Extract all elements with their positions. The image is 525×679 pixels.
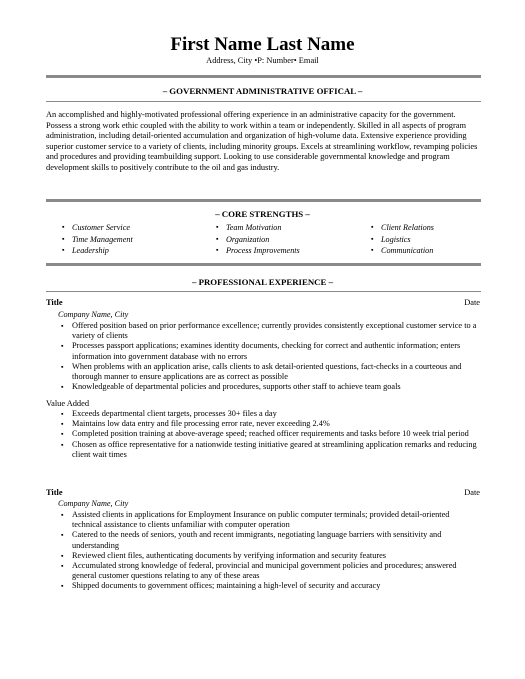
strength-item: ▪ Leadership	[62, 245, 133, 257]
strengths-heading: – CORE STRENGTHS –	[215, 209, 310, 219]
company-name: Company Name, City	[58, 310, 129, 319]
list-item: ▪ Shipped documents to government offices; maintaining a high-level of security and accuracy	[60, 581, 478, 591]
list-item: ▪ Chosen as office representative for a nationwide testing initiative geared at streamlining application remarks and reducing client wait times	[60, 440, 478, 460]
strength-item: ▪ Team Motivation	[216, 222, 300, 234]
strength-item: ▪ Logistics	[371, 234, 434, 246]
value-added-label: Value Added	[46, 399, 90, 408]
list-item: ▪ Reviewed client files, authenticating documents by verifying information and security features	[60, 551, 478, 561]
list-item: ▪ Knowledgeable of departmental policies and procedures, supports other staff to achieve team goals	[60, 382, 478, 392]
job-bullet-list	[60, 510, 478, 592]
list-item: ▪ Offered position based on prior performance excellence; currently provides consistently exceptional customer service to a variety of clients	[60, 321, 478, 341]
job-title: Title	[46, 298, 63, 307]
strength-item: ▪ Client Relations	[371, 222, 434, 234]
list-item: ▪ Exceeds departmental client targets, processes 30+ files a day	[60, 409, 478, 419]
list-item: ▪ When problems with an application arise, calls clients to ask detail-oriented questions, fact-checks in a courteous and thorough manner to ensure applications are as correct as possible	[60, 362, 478, 382]
strength-item: ▪ Communication	[371, 245, 434, 257]
strength-item: ▪ Organization	[216, 234, 300, 246]
summary-heading: – GOVERNMENT ADMINISTRATIVE OFFICAL –	[162, 86, 363, 96]
divider-summary	[46, 101, 481, 102]
summary-text: An accomplished and highly-motivated professional offering experience in an administrative capacity for the government. Possess a strong work ethic coupled with the ability to work within a team or independently. Skilled in all aspects of program administration, including detail-oriented accumulation and organization of high-volume data. Extensive experience providing superior customer service to a variety of clients, including minority groups. Excels at streamlining workflow, revamping policies and procedures and providing teambuilding support. Looking to use considerable governmental knowledge and program development skills to positively contribute to the oil and gas industry.	[46, 110, 478, 172]
job-bullet-list	[60, 321, 478, 392]
strength-item: ▪ Customer Service	[62, 222, 133, 234]
strength-item: ▪ Process Improvements	[216, 245, 300, 257]
contact-line: Address, City •P: Number• Email	[206, 56, 319, 65]
candidate-name: First Name Last Name	[170, 34, 355, 55]
divider-experience	[46, 291, 481, 292]
list-item: ▪ Catered to the needs of seniors, youth and recent immigrants, negotiating language barriers with sensitivity and understanding	[60, 530, 478, 550]
strength-item: ▪ Time Management	[62, 234, 133, 246]
strengths-column-3	[371, 222, 434, 257]
value-bullet-list	[60, 409, 478, 460]
list-item: ▪ Completed position training at above-average speed; reached officer requirements and tasks before 10 week trial period	[60, 429, 478, 439]
divider-strengths-top	[46, 199, 481, 202]
divider-top	[46, 75, 481, 78]
job-title: Title	[46, 488, 63, 497]
list-item: ▪ Accumulated strong knowledge of federal, provincial and municipal government policies and procedures; answered general customer questions relating to any of these areas	[60, 561, 478, 581]
list-item: ▪ Maintains low data entry and file processing error rate, never exceeding 2.4%	[60, 419, 478, 429]
job-date: Date	[464, 488, 480, 497]
strengths-column-2	[216, 222, 300, 257]
divider-experience-top	[46, 263, 481, 266]
list-item: ▪ Processes passport applications; examines identity documents, checking for correct and authentic information; enters information into government database with no errors	[60, 341, 478, 361]
job-date: Date	[464, 298, 480, 307]
list-item: ▪ Assisted clients in applications for Employment Insurance on public computer terminals; provided detail-oriented technical assistance to clients unfamiliar with computer operation	[60, 510, 478, 530]
company-name: Company Name, City	[58, 499, 129, 508]
strengths-column-1	[62, 222, 133, 257]
experience-heading: – PROFESSIONAL EXPERIENCE –	[191, 277, 334, 287]
